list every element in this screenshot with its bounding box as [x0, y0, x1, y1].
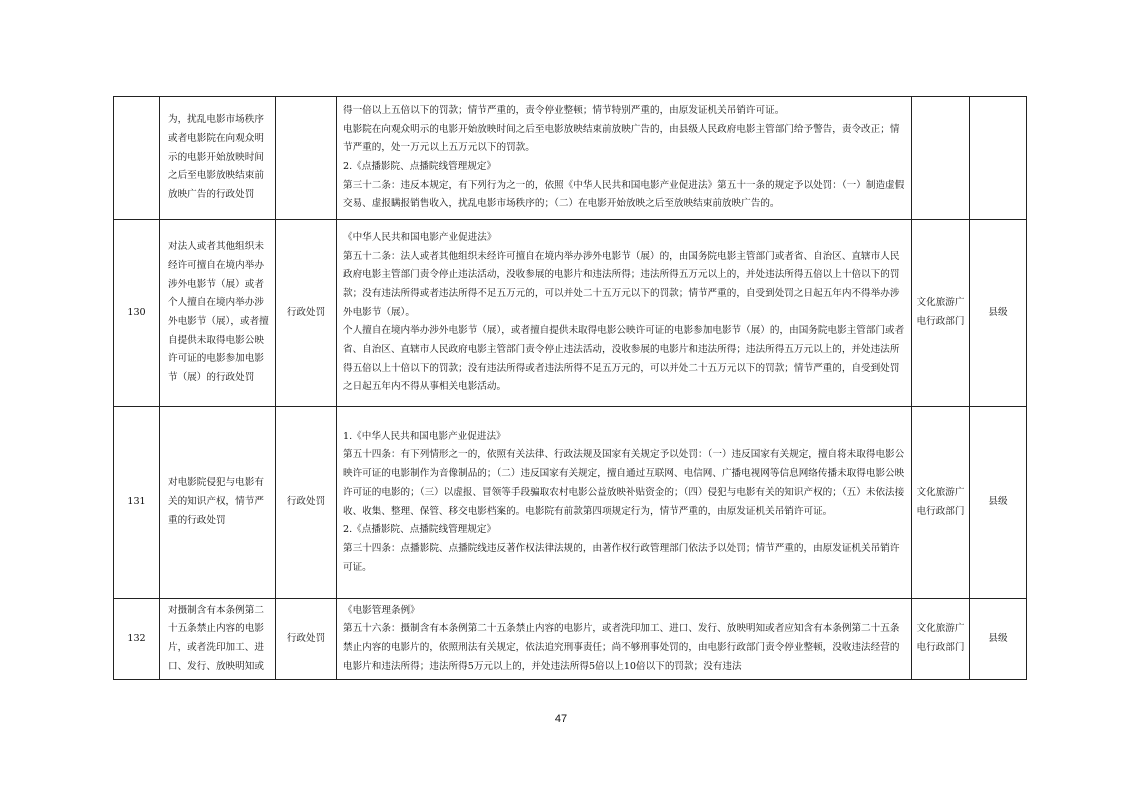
basis-paragraph: 2.《点播影院、点播院线管理规定》 — [343, 161, 497, 172]
legal-basis — [337, 97, 912, 220]
row-number: 131 — [114, 407, 160, 599]
row-number: 130 — [114, 220, 160, 407]
responsible-department: 文化旅游广电行政部门 — [912, 407, 970, 599]
basis-paragraph: 第五十二条：法人或者其他组织未经许可擅自在境内举办涉外电影节（展）的，由国务院电影主管部门或者省、自治区、直辖市人民政府电影主管部门责令停止违法活动，没收参展的电影片和违法所得；违法所得五万元以上的，并处违法所得五倍以上十倍以下的罚款；没有违法所得或者违法所得不足五万元的，可以并处二十五万元以下的罚款；情节严重的，自受到处罚之日起五年内不得举办涉外电影节（展）。 — [343, 250, 900, 318]
item-name: 对摄制含有本条例第二十五条禁止内容的电影片，或者洗印加工、进口、发行、放映明知或 — [160, 599, 276, 680]
item-category — [276, 97, 337, 220]
responsible-department — [912, 97, 970, 220]
legal-basis — [337, 599, 912, 680]
enforcement-table — [113, 96, 1027, 680]
basis-paragraph: 第三十四条：点播影院、点播院线违反著作权法律法规的，由著作权行政管理部门依法予以处罚；情节严重的，由原发证机关吊销许可证。 — [343, 542, 900, 573]
basis-paragraph: 第五十六条：摄制含有本条例第二十五条禁止内容的电影片，或者洗印加工、进口、发行、放映明知或者应知含有本条例第二十五条禁止内容的电影片的，依照刑法有关规定，依法追究刑事责任；尚不够刑事处罚的，由电影行政部门责令停业整顿，没收违法经营的电影片和违法所得；违法所得5万元以上的，并处违法所得5倍以上10倍以下的罚款；没有违法 — [343, 623, 900, 672]
table-row — [114, 599, 1027, 680]
row-number — [114, 97, 160, 220]
item-name: 为，扰乱电影市场秩序或者电影院在向观众明示的电影开始放映时间之后至电影放映结束前放映广告的行政处罚 — [160, 97, 276, 220]
basis-paragraph: 2.《点播影院、点播院线管理规定》 — [343, 524, 497, 536]
legal-basis — [337, 220, 912, 407]
page-number: 47 — [554, 713, 568, 725]
administrative-level: 县级 — [970, 599, 1027, 680]
row-number: 132 — [114, 599, 160, 680]
responsible-department: 文化旅游广电行政部门 — [912, 220, 970, 407]
item-category: 行政处罚 — [276, 407, 337, 599]
basis-paragraph: 个人擅自在境内举办涉外电影节（展），或者擅自提供未取得电影公映许可证的电影参加电影节（展）的，由国务院电影主管部门或者省、自治区、直辖市人民政府电影主管部门责令停止违法活动，没收参展的电影片和违法所得；违法所得五万元以上的，并处违法所得五倍以上十倍以下的罚款；没有违法所得或者违法所得不足五万元的，可以并处二十五万元以下的罚款；情节严重的，自受到处罚之日起五年内不得从事相关电影活动。 — [343, 325, 905, 393]
table-row — [114, 407, 1027, 599]
table-row — [114, 97, 1027, 220]
item-name: 对法人或者其他组织未经许可擅自在境内举办涉外电影节（展）或者个人擅自在境内举办涉外电影节（展），或者擅自提供未取得电影公映许可证的电影参加电影节（展）的行政处罚 — [160, 220, 276, 407]
item-name: 对电影院侵犯与电影有关的知识产权，情节严重的行政处罚 — [160, 407, 276, 599]
administrative-level: 县级 — [970, 407, 1027, 599]
legal-basis — [337, 407, 912, 599]
administrative-level — [970, 97, 1027, 220]
basis-paragraph: 第五十四条：有下列情形之一的，依照有关法律、行政法规及国家有关规定予以处罚：（一）违反国家有关规定，擅自将未取得电影公映许可证的电影制作为音像制品的；（二）违反国家有关规定，擅自通过互联网、电信网、广播电视网等信息网络传播未取得电影公映许可证的电影的；（三）以虚报、冒领等手段骗取农村电影公益放映补贴资金的；（四）侵犯与电影有关的知识产权的；（五）未依法接收、收集、整理、保管、移交电影档案的。电影院有前款第四项规定行为，情节严重的，由原发证机关吊销许可证。 — [343, 449, 905, 517]
administrative-level: 县级 — [970, 220, 1027, 407]
responsible-department: 文化旅游广电行政部门 — [912, 599, 970, 680]
basis-paragraph: 得一倍以上五倍以下的罚款；情节严重的，责令停业整顿；情节特别严重的，由原发证机关吊销许可证。 — [343, 104, 785, 116]
basis-paragraph: 1.《中华人民共和国电影产业促进法》 — [343, 430, 506, 442]
basis-paragraph: 《中华人民共和国电影产业促进法》 — [343, 231, 497, 243]
item-category: 行政处罚 — [276, 599, 337, 680]
basis-paragraph: 电影院在向观众明示的电影开始放映时间之后至电影放映结束前放映广告的，由县级人民政府电影主管部门给予警告，责令改正；情节严重的，处一万元以上五万元以下的罚款。 — [343, 123, 900, 154]
basis-paragraph: 《电影管理条例》 — [343, 604, 420, 616]
item-category: 行政处罚 — [276, 220, 337, 407]
table-row — [114, 220, 1027, 407]
basis-paragraph: 第三十二条：违反本规定，有下列行为之一的，依照《中华人民共和国电影产业促进法》第五十一条的规定予以处罚：（一）制造虚假交易、虚报瞒报销售收入，扰乱电影市场秩序的；（二）在电影开始放映之后至放映结束前放映广告的。 — [343, 179, 905, 210]
